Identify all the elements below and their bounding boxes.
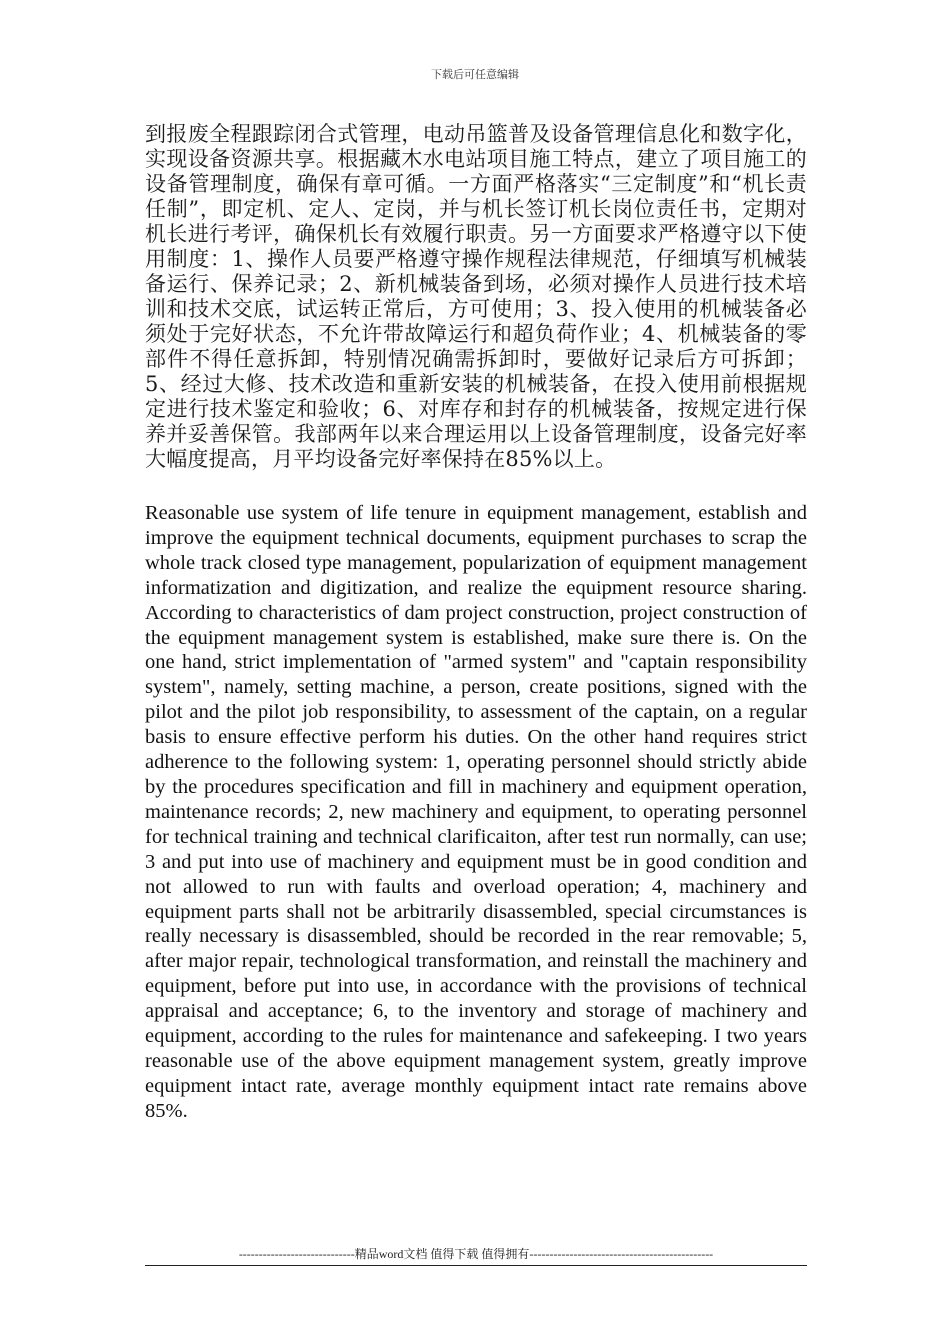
page-footer: -----------------------------精品word文档 值得下载 值得拥有---------------------------------------------- <box>145 1245 807 1266</box>
paragraph-english: Reasonable use system of life tenure in equipment management, establish and improve the equipment technical documents, equipment purchases to scrap the whole track closed type management, popularization of equipment management informatization and digitization, and realize the equipment resource sharing. According to characteristics of dam project construction, project construction of the equipment management system is established, make sure there is. On the one hand, strict implementation of "armed system" and "captain responsibility system", namely, setting machine, a person, create positions, signed with the pilot and the pilot job responsibility, to assessment of the captain, on a regular basis to ensure effective perform his duties. On the other hand requires strict adherence to the following system: 1, operating personnel should strictly abide by the procedures specification and fill in machinery and equipment operation, maintenance records; 2, new machinery and equipment, to operating personnel for technical training and technical clarificaiton, after test run normally, can use; 3 and put into use of machinery and equipment must be in good condition and not allowed to run with faults and overload operation; 4, machinery and equipment parts shall not be arbitrarily disassembled, special circumstances is really necessary is disassembled, should be recorded in the rear removable; 5, after major repair, technological transformation, and reinstall the machinery and equipment, before put into use, in accordance with the provisions of technical appraisal and acceptance; 6, to the inventory and storage of machinery and equipment, according to the rules for maintenance and safekeeping. I two years reasonable use of the above equipment management system, greatly improve equipment intact rate, average monthly equipment intact rate remains above 85%. <box>145 502 807 1122</box>
paragraph-chinese: 到报废全程跟踪闭合式管理，电动吊篮普及设备管理信息化和数字化，实现设备资源共享。根据藏木水电站项目施工特点，建立了项目施工的设备管理制度，确保有章可循。一方面严格落实“三定制度”和“机长责任制”，即定机、定人、定岗，并与机长签订机长岗位责任书，定期对机长进行考评，确保机长有效履行职责。另一方面要求严格遵守以下使用制度：1、操作人员要严格遵守操作规程法律规范，仔细填写机械装备运行、保养记录；2、新机械装备到场，必须对操作人员进行技术培训和技术交底，试运转正常后，方可使用；3、投入使用的机械装备必须处于完好状态，不允许带故障运行和超负荷作业；4、机械装备的零部件不得任意拆卸，特别情况确需拆卸时，要做好记录后方可拆卸；5、经过大修、技术改造和重新安装的机械装备，在投入使用前根据规定进行技术鉴定和验收；6、对库存和封存的机械装备，按规定进行保养并妥善保管。我部两年以来合理运用以上设备管理制度，设备完好率大幅度提高，月平均设备完好率保持在85%以上。 <box>145 122 807 471</box>
page-header-note: 下载后可任意编辑 <box>431 68 519 81</box>
document-body <box>145 122 807 1124</box>
